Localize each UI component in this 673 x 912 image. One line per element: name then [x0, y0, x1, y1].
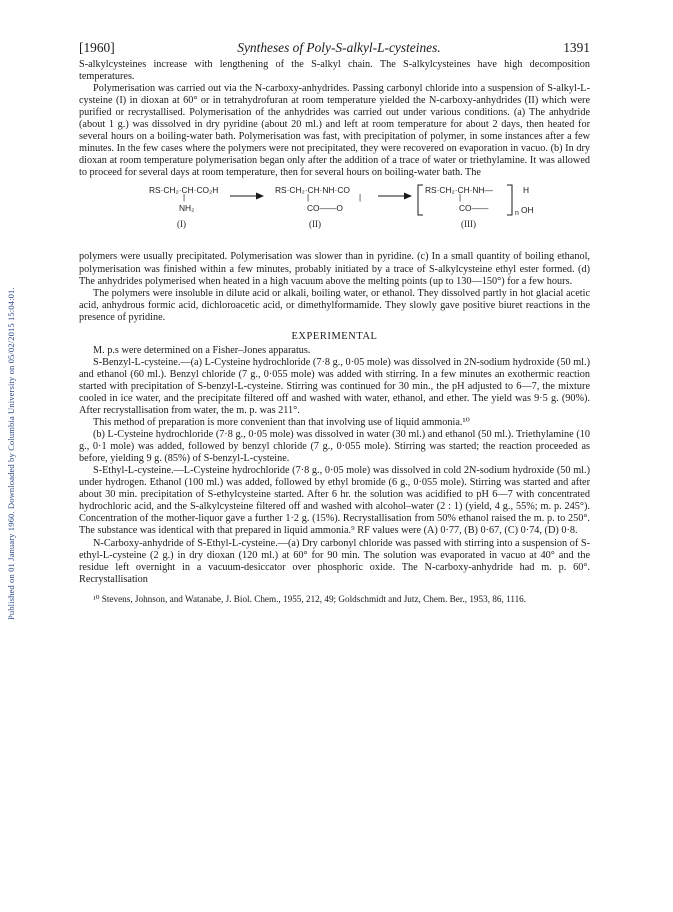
paragraph: S-Ethyl-L-cysteine.—L-Cysteine hydrochloride (7·8 g., 0·05 mole) was dissolved in cold 2N-sodium hydroxide (50 ml.) under hydrogen. Ethanol (100 ml.) was added, followed by ethyl bromide (6 g., 0·055 mole). Stirring was started and after about 30 min. precipitation of S-ethylcysteine started. After 6 hr. the solution was acidified to pH 6—7 with concentrated hydrochloric acid, and the S-alkylcysteine filtered off and washed with alcohol–water (2 : 1) (yield, 4 g., 55%; m. p. 245°). Concentration of the mother-liquor gave a further 1·2 g. (15%). Recrystallisation from 50% ethanol raised the m. p. to 250°. The substance was identical with that prepared in liquid ammonia.⁹ RF values were (A) 0·77, (B) 0·67, (C) 0·74, (D) 0·8.	[79, 465, 590, 537]
compound-3-formula: RS·CH₂·CH·NH—	[425, 185, 493, 196]
reaction-scheme: RS·CH₂·CH·CO₂H | NH₂ (I) RS·CH₂·CH·NH·CO | | CO——O (II) RS·CH₂·CH·NH— | CO—— n OH H (III)	[149, 185, 534, 230]
paragraph: M. p.s were determined on a Fisher–Jones apparatus.	[93, 344, 311, 356]
running-header	[79, 40, 590, 56]
header-title: Syntheses of Poly-S-alkyl-L-cysteines.	[237, 40, 441, 55]
paper-page	[79, 40, 590, 605]
compound-3-n: n	[515, 210, 519, 218]
compound-3-h: H	[523, 185, 530, 196]
paragraph: S-Benzyl-L-cysteine.—(a) L-Cysteine hydrochloride (7·8 g., 0·05 mole) was dissolved in 2N-sodium hydroxide (50 ml.) and ethanol (60 ml.). Benzyl chloride (7 g., 0·055 mole) was added with stirring. In a few minutes an exothermic reaction started with precipitation of S-benzyl-L-cysteine. Stirring was continued for 30 min., the pH adjusted to 6—7, the mixture cooled in ice water, and the precipitate filtered off and washed with water, ethanol, and ether. The yield was 9·5 g. (90%). After recrystallisation from water, the m. p. was 211°.	[79, 356, 590, 416]
compound-1-substituent: NH₂	[179, 203, 195, 214]
compound-3-oh: OH	[521, 205, 534, 216]
compound-1-label: (I)	[177, 219, 186, 230]
paragraph: The polymers were insoluble in dilute acid or alkali, boiling water, or ethanol. They dissolved partly in hot glacial acetic acid, anhydrous formic acid, dichloroacetic acid, or dimethylformamide. They slowly gave positive biuret reactions in the presence of pyridine.	[79, 287, 590, 323]
compound-2-ring: CO——O	[307, 203, 343, 214]
compound-2-label: (II)	[309, 219, 321, 230]
paragraph: polymers were usually precipitated. Polymerisation was slower than in pyridine. (c) In a small quantity of boiling ethanol, polymerisation was finished within a few minutes, probably initiated by a trace of S-alkylcysteine ethyl ester formed. (d) The anhydrides polymerised when heated in a high vacuum above the melting points (up to 130—150°) for a few hours.	[79, 251, 590, 287]
compound-3-label: (III)	[461, 219, 476, 230]
reaction-arrow-1	[229, 191, 265, 201]
footnote: ¹⁰ Stevens, Johnson, and Watanabe, J. Biol. Chem., 1955, 212, 49; Goldschmidt and Jutz, Chem. Ber., 1953, 86, 1116.	[93, 593, 527, 604]
watermark-text: Published on 01 January 1960. Downloaded by Columbia University on 05/02/2015 15:04:01.	[6, 287, 16, 620]
paragraph: This method of preparation is more convenient than that involving use of liquid ammonia.¹⁰	[93, 417, 470, 429]
section-heading: EXPERIMENTAL	[291, 330, 378, 342]
reaction-arrow-2	[377, 191, 413, 201]
paragraph: Polymerisation was carried out via the N-carboxy-anhydrides. Passing carbonyl chloride into a suspension of S-alkyl-L-cysteine (I) in dioxan at 60° or in tetrahydrofuran at room temperature yielded the N-carboxy-anhydrides (II) which were purified or recrystallised. Polymerisation of the anhydrides was carried out under various conditions. (a) The anhydride (about 1 g.) was dissolved in dry pyridine (about 20 ml.) and left at room temperature for about 2 days, then heated for several hours on a boiling-water bath. Polymerisation was fast, with precipitation of polymer, in some instances after a few minutes. In the few cases where the polymers were not precipitated, they were recovered on evaporation in vacuo. (b) In dry dioxan at room temperature polymerisation began only after the addition of a trace of water or triethylamine. It was allowed to proceed for several days at room temperature, then for several hours on boiling-water bath. The	[79, 83, 590, 179]
download-watermark	[6, 150, 18, 620]
page-number: 1391	[563, 40, 590, 55]
compound-3-carbonyl: CO——	[459, 203, 489, 214]
paragraph: (b) L-Cysteine hydrochloride (7·8 g., 0·05 mole) was dissolved in water (30 ml.) and ethanol (50 ml.). Triethylamine (10 g., 0·1 mole) was added, followed by benzyl chloride (7 g., 0·055 mole). Stirring was started; the reaction proceeded as before, yielding 9 g. (85%) of S-benzyl-L-cysteine.	[79, 429, 590, 465]
header-year: [1960]	[79, 40, 115, 55]
compound-2-formula: RS·CH₂·CH·NH·CO	[275, 185, 350, 196]
paragraph: S-alkylcysteines increase with lengthening of the S-alkyl chain. The S-alkylcysteines have high decomposition temperatures.	[79, 59, 590, 83]
compound-1-formula: RS·CH₂·CH·CO₂H	[149, 185, 219, 196]
paragraph: N-Carboxy-anhydride of S-Ethyl-L-cysteine.—(a) Dry carbonyl chloride was passed with stirring into a suspension of S-ethyl-L-cysteine (2 g.) in dry dioxan (120 ml.) at 60° for 90 min. The solution was evaporated in vacuo at 40° and the residue left overnight in a vacuum-desiccator over phosphoric oxide. The N-carboxy-anhydride had m. p. 60°. Recrystallisation	[79, 537, 590, 585]
